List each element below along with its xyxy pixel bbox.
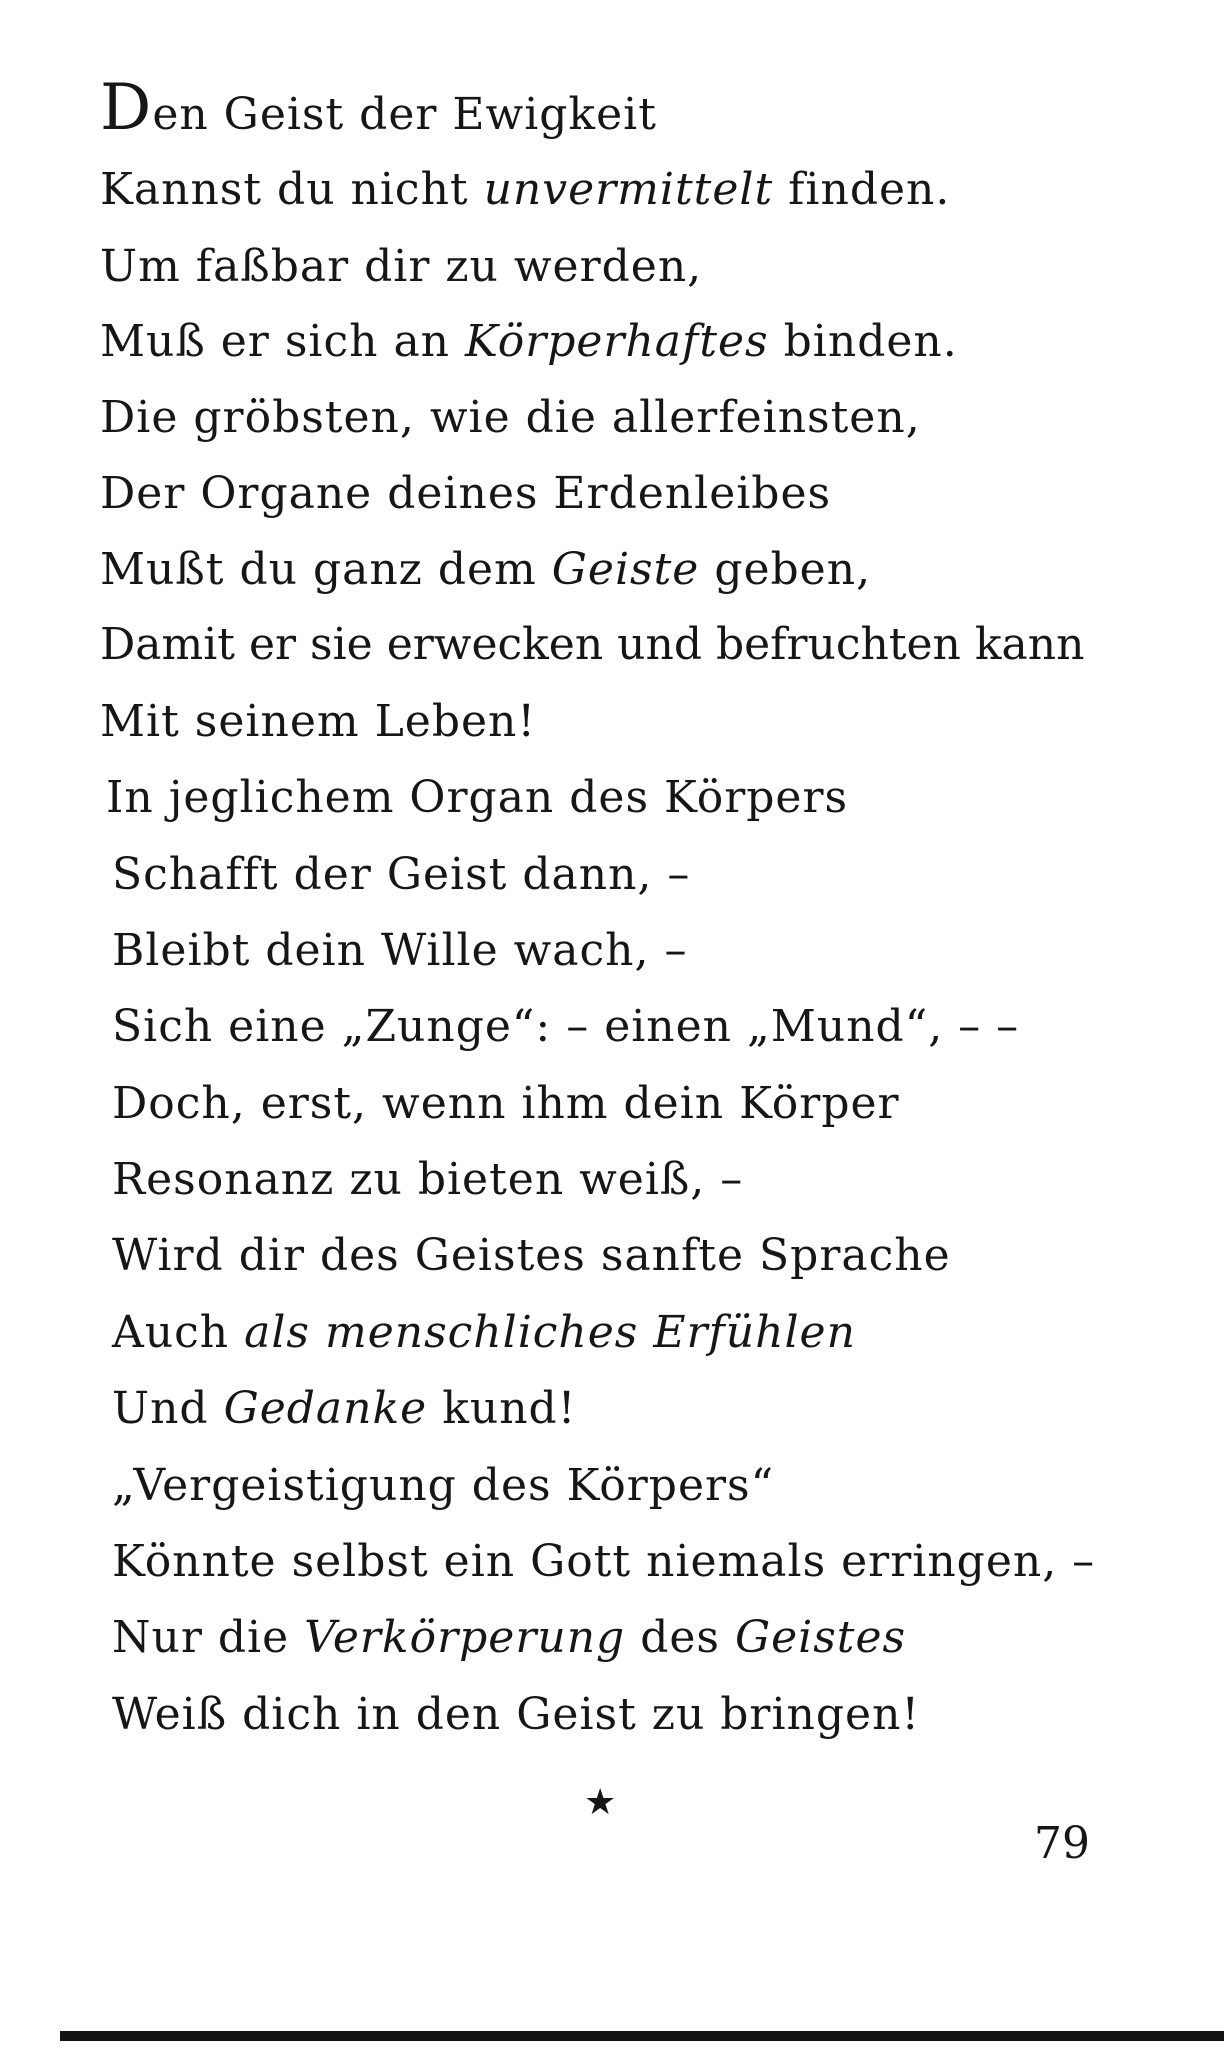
poem-line-15: Resonanz zu bieten weiß, –: [112, 1154, 744, 1205]
poem-line-17-a: Auch: [112, 1307, 245, 1358]
star-ornament: ★: [584, 1782, 617, 1823]
poem-line-7: [100, 544, 872, 595]
poem-line-14: Doch, erst, wenn ihm dein Körper: [112, 1078, 900, 1129]
poem-line-17-italic: als menschliches Erfühlen: [244, 1307, 856, 1358]
page-number: 79: [1034, 1818, 1090, 1869]
poem-line-21-b: des: [625, 1612, 735, 1663]
poem-line-18-b: kund!: [427, 1383, 577, 1434]
poem-line-1-text: en Geist der Ewigkeit: [152, 89, 657, 140]
poem-line-1: [100, 71, 657, 145]
poem-line-2-b: finden.: [773, 164, 951, 215]
poem-line-7-a: Mußt du ganz dem: [100, 544, 552, 595]
poem-line-10: In jeglichem Organ des Körpers: [106, 772, 849, 823]
poem-line-4: [100, 316, 958, 367]
poem-line-4-b: binden.: [768, 316, 958, 367]
poem-line-3: Um faßbar dir zu werden,: [100, 241, 703, 292]
poem-line-18-a: Und: [112, 1383, 224, 1434]
poem-line-2-italic: unvermittelt: [483, 164, 774, 215]
poem-line-2: [100, 164, 951, 215]
poem-line-21-a: Nur die: [112, 1612, 305, 1663]
poem-line-22: Weiß dich in den Geist zu bringen!: [112, 1689, 921, 1740]
poem-line-6: Der Organe deines Erdenleibes: [100, 468, 832, 519]
poem-line-17: [112, 1307, 856, 1358]
bottom-rule: [60, 2031, 1224, 2041]
poem-line-21-italic-2: Geistes: [734, 1612, 907, 1663]
poem-line-5: Die gröbsten, wie die allerfeinsten,: [100, 392, 921, 443]
poem-line-8: Damit er sie erwecken und befruchten kann: [100, 619, 1085, 670]
poem-line-4-italic: Körperhaftes: [465, 316, 769, 367]
poem-line-19: „Vergeistigung des Körpers“: [112, 1460, 775, 1511]
poem-line-21-italic: Verkörperung: [304, 1612, 626, 1663]
poem-line-9: Mit seinem Leben!: [100, 696, 537, 747]
poem-line-7-b: geben,: [699, 544, 872, 595]
poem-line-11: Schafft der Geist dann, –: [112, 849, 691, 900]
poem-line-7-italic: Geiste: [551, 544, 700, 595]
drop-cap: D: [100, 71, 153, 145]
poem-line-18-italic: Gedanke: [223, 1383, 428, 1434]
poem-line-13: Sich eine „Zunge“: – einen „Mund“, – –: [112, 1001, 1020, 1052]
poem-line-4-a: Muß er sich an: [100, 316, 466, 367]
poem-line-18: [112, 1383, 577, 1434]
poem-line-16: Wird dir des Geistes sanfte Sprache: [112, 1230, 951, 1281]
poem-line-21: [112, 1612, 907, 1663]
poem-line-2-a: Kannst du nicht: [100, 164, 484, 215]
poem-line-20: Könnte selbst ein Gott niemals erringen, –: [112, 1536, 1096, 1587]
poem-line-12: Bleibt dein Wille wach, –: [112, 925, 688, 976]
